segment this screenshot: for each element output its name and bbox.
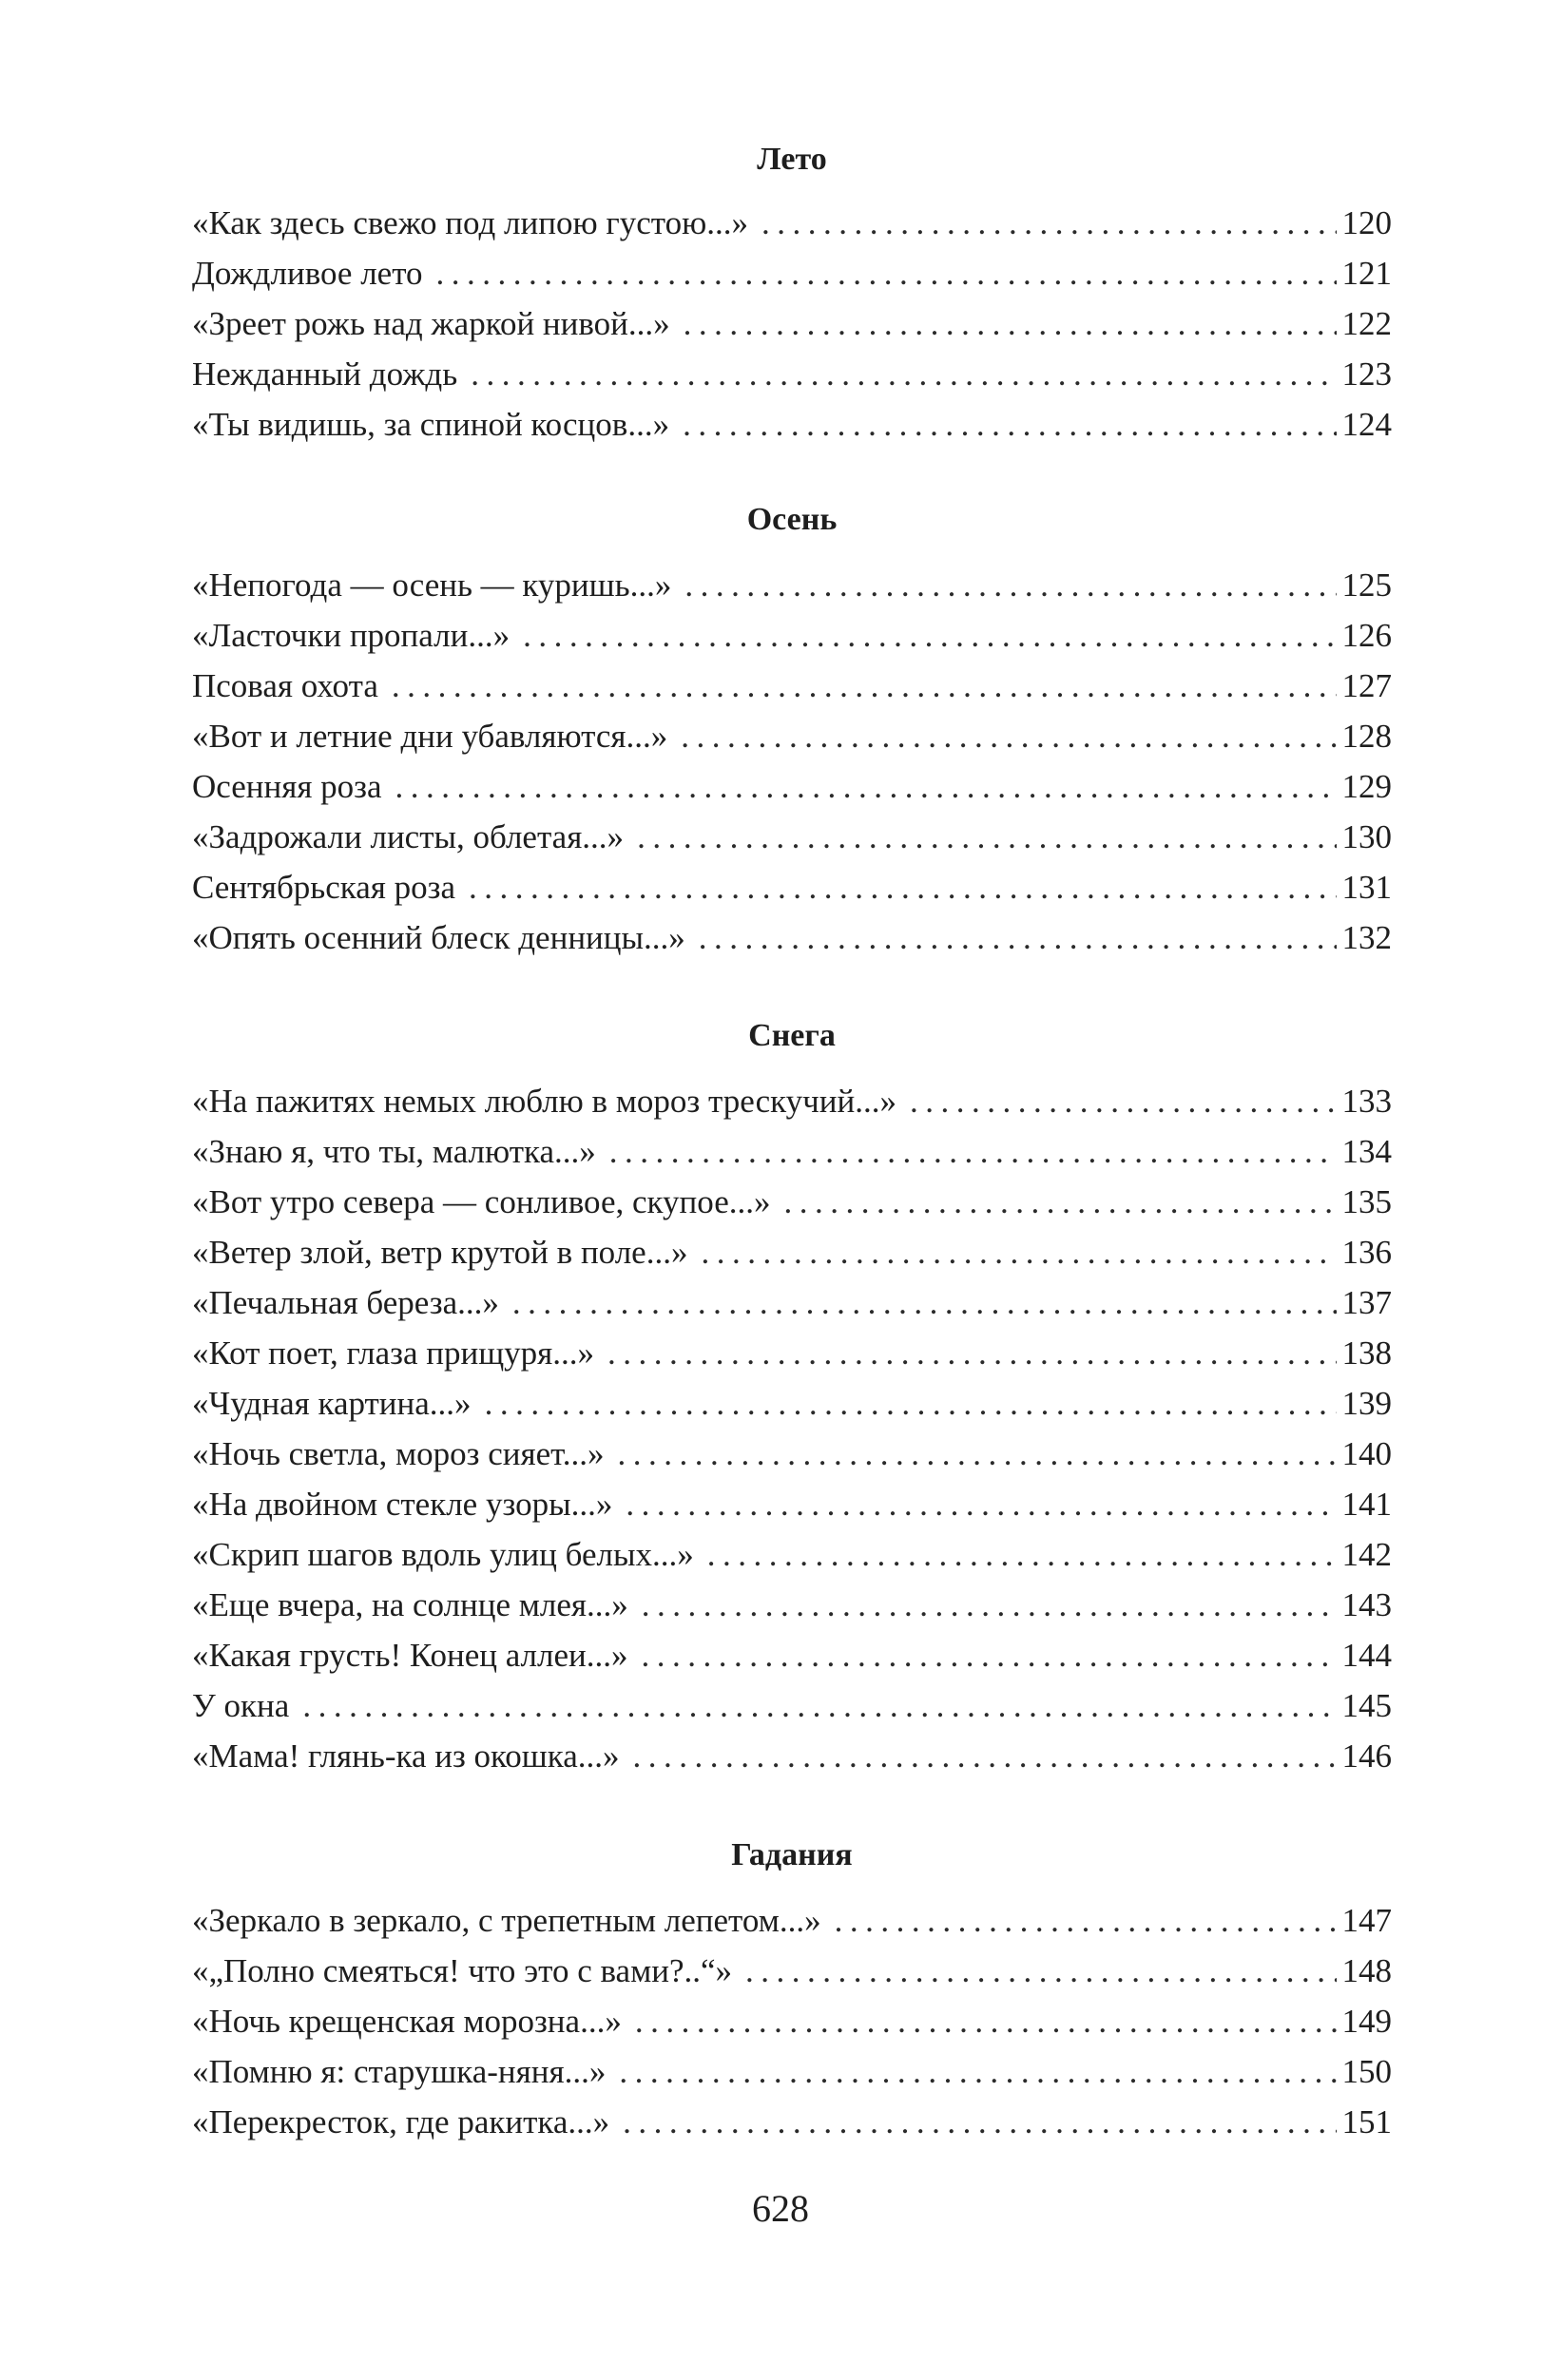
toc-entry-page: 127 [1341, 667, 1392, 704]
toc-entry [192, 1328, 1392, 1378]
toc-entry [192, 1580, 1392, 1630]
toc-entry-title: «Опять осенний блеск денницы...» [192, 919, 685, 956]
toc-entry [192, 912, 1392, 963]
toc-entry [192, 812, 1392, 862]
toc-entry-title: «На двойном стекле узоры...» [192, 1486, 613, 1523]
toc-section-divinations [192, 1836, 1392, 2147]
dot-leader [512, 1277, 1337, 1328]
toc-entry [192, 661, 1392, 711]
toc-entry-title: «Вот утро севера — сонливое, скупое...» [192, 1183, 771, 1220]
toc-list-summer [192, 198, 1392, 450]
dot-leader [623, 2097, 1336, 2147]
toc-entry-title: «Знаю я, что ты, малютка...» [192, 1133, 596, 1170]
toc-entry-page: 128 [1341, 718, 1392, 755]
toc-entry-page: 120 [1341, 204, 1392, 241]
toc-section-summer [192, 141, 1392, 450]
toc-entry-page: 150 [1341, 2053, 1392, 2090]
dot-leader [523, 610, 1336, 661]
toc-entry-page: 146 [1341, 1737, 1392, 1775]
toc-entry [192, 198, 1392, 248]
toc-entry-title: «Зреет рожь над жаркой нивой...» [192, 305, 670, 342]
toc-entry [192, 248, 1392, 298]
toc-entry-title: «Непогода — осень — куришь...» [192, 566, 672, 604]
dot-leader [469, 862, 1337, 912]
toc-entry [192, 610, 1392, 661]
dot-leader [761, 198, 1336, 248]
toc-entry-page: 147 [1341, 1902, 1392, 1939]
dot-leader [633, 1731, 1337, 1781]
dot-leader [607, 1328, 1337, 1378]
toc-entry-page: 149 [1341, 2003, 1392, 2040]
section-title-autumn: Осень [746, 502, 838, 537]
dot-leader [395, 761, 1337, 812]
toc-entry [192, 1680, 1392, 1731]
toc-entry-title: «Мама! глянь-ка из окошка...» [192, 1737, 620, 1775]
toc-entry-title: «Задрожали листы, облетая...» [192, 818, 625, 855]
toc-entry [192, 761, 1392, 812]
toc-entry-title: Нежданный дождь [192, 355, 458, 393]
toc-entry [192, 2046, 1392, 2097]
toc-entry-page: 138 [1341, 1334, 1392, 1372]
dot-leader [619, 2046, 1336, 2097]
toc-entry-page: 132 [1341, 919, 1392, 956]
toc-entry [192, 1227, 1392, 1277]
toc-entry [192, 1996, 1392, 2046]
toc-section-autumn [192, 501, 1392, 963]
toc-entry [192, 1378, 1392, 1429]
toc-entry [192, 298, 1392, 349]
dot-leader [745, 1946, 1336, 1996]
dot-leader [684, 560, 1336, 610]
toc-entry-page: 129 [1341, 768, 1392, 805]
toc-entry-title: «Ласточки пропали...» [192, 617, 511, 654]
toc-entry-title: «„Полно смеяться! что это с вами?..“» [192, 1952, 733, 1989]
toc-entry-title: «Ночь крещенская морозна...» [192, 2003, 622, 2040]
dot-leader [485, 1378, 1337, 1429]
toc-list-divinations [192, 1895, 1392, 2147]
toc-entry-page: 145 [1341, 1687, 1392, 1724]
dot-leader [626, 1479, 1336, 1529]
toc-entry-page: 131 [1341, 869, 1392, 906]
toc-entry [192, 1731, 1392, 1781]
section-title-snows: Снега [748, 1018, 836, 1053]
toc-entry-page: 143 [1341, 1586, 1392, 1623]
toc-entry-page: 121 [1341, 255, 1392, 292]
dot-leader [783, 1177, 1336, 1227]
toc-list-autumn [192, 560, 1392, 963]
toc-entry [192, 862, 1392, 912]
toc-entry-title: «Перекресток, где ракитка...» [192, 2103, 610, 2140]
toc-entry-title: «Ночь светла, мороз сияет...» [192, 1435, 605, 1472]
toc-entry-title: У окна [192, 1687, 290, 1724]
toc-entry-title: «Зеркало в зеркало, с трепетным лепетом...» [192, 1902, 821, 1939]
dot-leader [642, 1580, 1337, 1630]
toc-entry-title: «Какая грусть! Конец аллеи...» [192, 1637, 628, 1674]
toc-entry-title: «Печальная береза...» [192, 1284, 499, 1321]
toc-entry-title: «Вот и летние дни убавляются...» [192, 718, 668, 755]
toc-entry-page: 122 [1341, 305, 1392, 342]
toc-entry [192, 1076, 1392, 1126]
toc-entry-page: 142 [1341, 1536, 1392, 1573]
toc-entry-title: «Ты видишь, за спиной косцов...» [192, 406, 670, 443]
toc-entry-page: 126 [1341, 617, 1392, 654]
dot-leader [707, 1529, 1337, 1580]
toc-entry [192, 1479, 1392, 1529]
toc-entry-title: «На пажитях немых люблю в мороз трескучий...» [192, 1083, 896, 1120]
dot-leader [436, 248, 1337, 298]
dot-leader [635, 1996, 1337, 2046]
toc-entry-page: 130 [1341, 818, 1392, 855]
dot-leader [609, 1126, 1337, 1177]
toc-entry-title: «Помню я: старушка-няня...» [192, 2053, 607, 2090]
toc-entry-page: 141 [1341, 1486, 1392, 1523]
dot-leader [681, 711, 1336, 761]
toc-entry [192, 349, 1392, 399]
toc-entry [192, 1630, 1392, 1680]
toc-entry [192, 711, 1392, 761]
section-title-divinations: Гадания [731, 1837, 853, 1872]
toc-entry-title: «Кот поет, глаза прищуря...» [192, 1334, 594, 1372]
toc-entry [192, 1277, 1392, 1328]
dot-leader [618, 1429, 1337, 1479]
toc-entry-page: 144 [1341, 1637, 1392, 1674]
section-title-summer: Лето [757, 142, 827, 177]
toc-entry [192, 1429, 1392, 1479]
toc-entry [192, 1529, 1392, 1580]
dot-leader [471, 349, 1336, 399]
toc-entry-title: «Еще вчера, на солнце млея...» [192, 1586, 628, 1623]
dot-leader [699, 912, 1337, 963]
toc-entry [192, 1946, 1392, 1996]
toc-entry-page: 137 [1341, 1284, 1392, 1321]
toc-entry [192, 560, 1392, 610]
toc-entry [192, 2097, 1392, 2147]
toc-entry-page: 139 [1341, 1385, 1392, 1422]
toc-entry-title: «Скрип шагов вдоль улиц белых...» [192, 1536, 694, 1573]
dot-leader [910, 1076, 1337, 1126]
toc-entry-title: Осенняя роза [192, 768, 382, 805]
toc-entry-page: 140 [1341, 1435, 1392, 1472]
toc-entry-page: 136 [1341, 1234, 1392, 1271]
toc-entry [192, 1126, 1392, 1177]
toc-entry [192, 1177, 1392, 1227]
toc-section-snows [192, 1017, 1392, 1781]
toc-entry-title: «Чудная картина...» [192, 1385, 472, 1422]
toc-entry [192, 1895, 1392, 1946]
toc-entry-title: Сентябрьская роза [192, 869, 455, 906]
dot-leader [302, 1680, 1336, 1731]
toc-entry-title: Дождливое лето [192, 255, 423, 292]
dot-leader [701, 1227, 1336, 1277]
dot-leader [835, 1895, 1337, 1946]
toc-entry-page: 133 [1341, 1083, 1392, 1120]
toc-entry-page: 151 [1341, 2103, 1392, 2140]
dot-leader [684, 298, 1337, 349]
toc-entry-page: 125 [1341, 566, 1392, 604]
toc-list-snows [192, 1076, 1392, 1781]
toc-entry-title: Псовая охота [192, 667, 378, 704]
toc-entry-title: «Как здесь свежо под липою густою...» [192, 204, 749, 241]
toc-entry-page: 135 [1341, 1183, 1392, 1220]
toc-entry [192, 399, 1392, 450]
dot-leader [683, 399, 1336, 450]
toc-entry-title: «Ветер злой, ветр крутой в поле...» [192, 1234, 688, 1271]
toc-entry-page: 134 [1341, 1133, 1392, 1170]
toc-entry-page: 123 [1341, 355, 1392, 393]
toc-entry-page: 124 [1341, 406, 1392, 443]
page-number: 628 [752, 2187, 809, 2230]
toc-entry-page: 148 [1341, 1952, 1392, 1989]
dot-leader [637, 812, 1336, 862]
dot-leader [392, 661, 1337, 711]
dot-leader [642, 1630, 1337, 1680]
